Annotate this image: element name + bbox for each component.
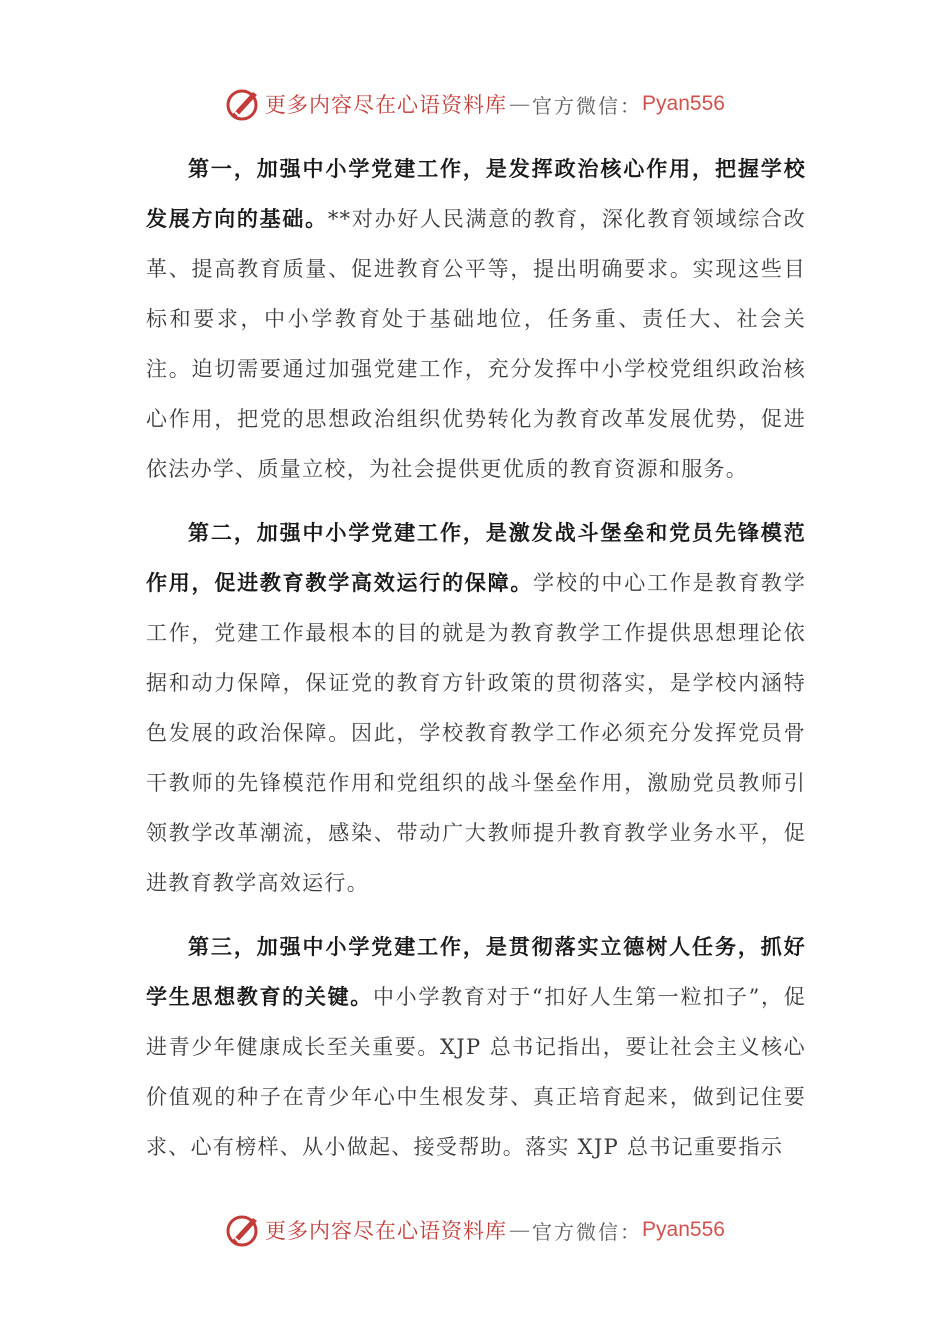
paragraph-2-body: 学校的中心工作是教育教学工作，党建工作最根本的目的就是为教育教学工作提供思想理论依据和动力保障，保证党的教育方针政策的贯彻落实，是学校内涵特色发展的政治保障。因此，学校教育教学工作必须充分发挥党员骨干教师的先锋模范作用和党组织的战斗堡垒作用，激励党员教师引领教学改革潮流，感染、带动广大教师提升教育教学业务水平，促进教育教学高效运行。 — [146, 571, 806, 895]
paragraph-3-lead: 第三，加强中小学党建工作，是贯彻落实立德树人任务，抓好学生思想教育的关键。 — [146, 935, 806, 1009]
banner-official-label: 官方微信： — [532, 1219, 643, 1244]
footer-banner — [0, 1210, 950, 1250]
pen-logo-icon — [225, 86, 261, 122]
banner-brand-text: 更多内容尽在心语资料库 — [265, 1219, 508, 1243]
header-banner — [0, 84, 950, 124]
paragraph-2 — [146, 508, 806, 908]
document-body — [146, 144, 806, 1186]
paragraph-3-body: 中小学教育对于“扣好人生第一粒扣子”，促进青少年健康成长至关重要。XJP 总书记指出，要让社会主义核心价值观的种子在青少年心中生根发芽、真正培育起来，做到记住要求、心有榜样、从小做起、接受帮助。落实 XJP 总书记重要指示 — [146, 985, 806, 1159]
paragraph-1 — [146, 144, 806, 494]
banner-brand-text: 更多内容尽在心语资料库 — [265, 93, 508, 117]
banner-wechat-id: Pyan556 — [642, 1218, 725, 1241]
banner-dash: — — [509, 92, 531, 116]
paragraph-1-body: **对办好人民满意的教育，深化教育领域综合改革、提高教育质量、促进教育公平等，提出明确要求。实现这些目标和要求，中小学教育处于基础地位，任务重、责任大、社会关注。迫切需要通过加强党建工作，充分发挥中小学校党组织政治核心作用，把党的思想政治组织优势转化为教育改革发展优势，促进依法办学、质量立校，为社会提供更优质的教育资源和服务。 — [146, 207, 806, 481]
paragraph-1-lead: 第一，加强中小学党建工作，是发挥政治核心作用，把握学校发展方向的基础。 — [146, 157, 806, 231]
banner-wechat-id: Pyan556 — [642, 92, 725, 115]
banner-official-label: 官方微信： — [532, 93, 643, 118]
paragraph-3 — [146, 922, 806, 1172]
pen-logo-icon — [225, 1212, 261, 1248]
banner-dash: — — [509, 1218, 531, 1242]
paragraph-2-lead: 第二，加强中小学党建工作，是激发战斗堡垒和党员先锋模范作用，促进教育教学高效运行的保障。 — [146, 521, 806, 595]
